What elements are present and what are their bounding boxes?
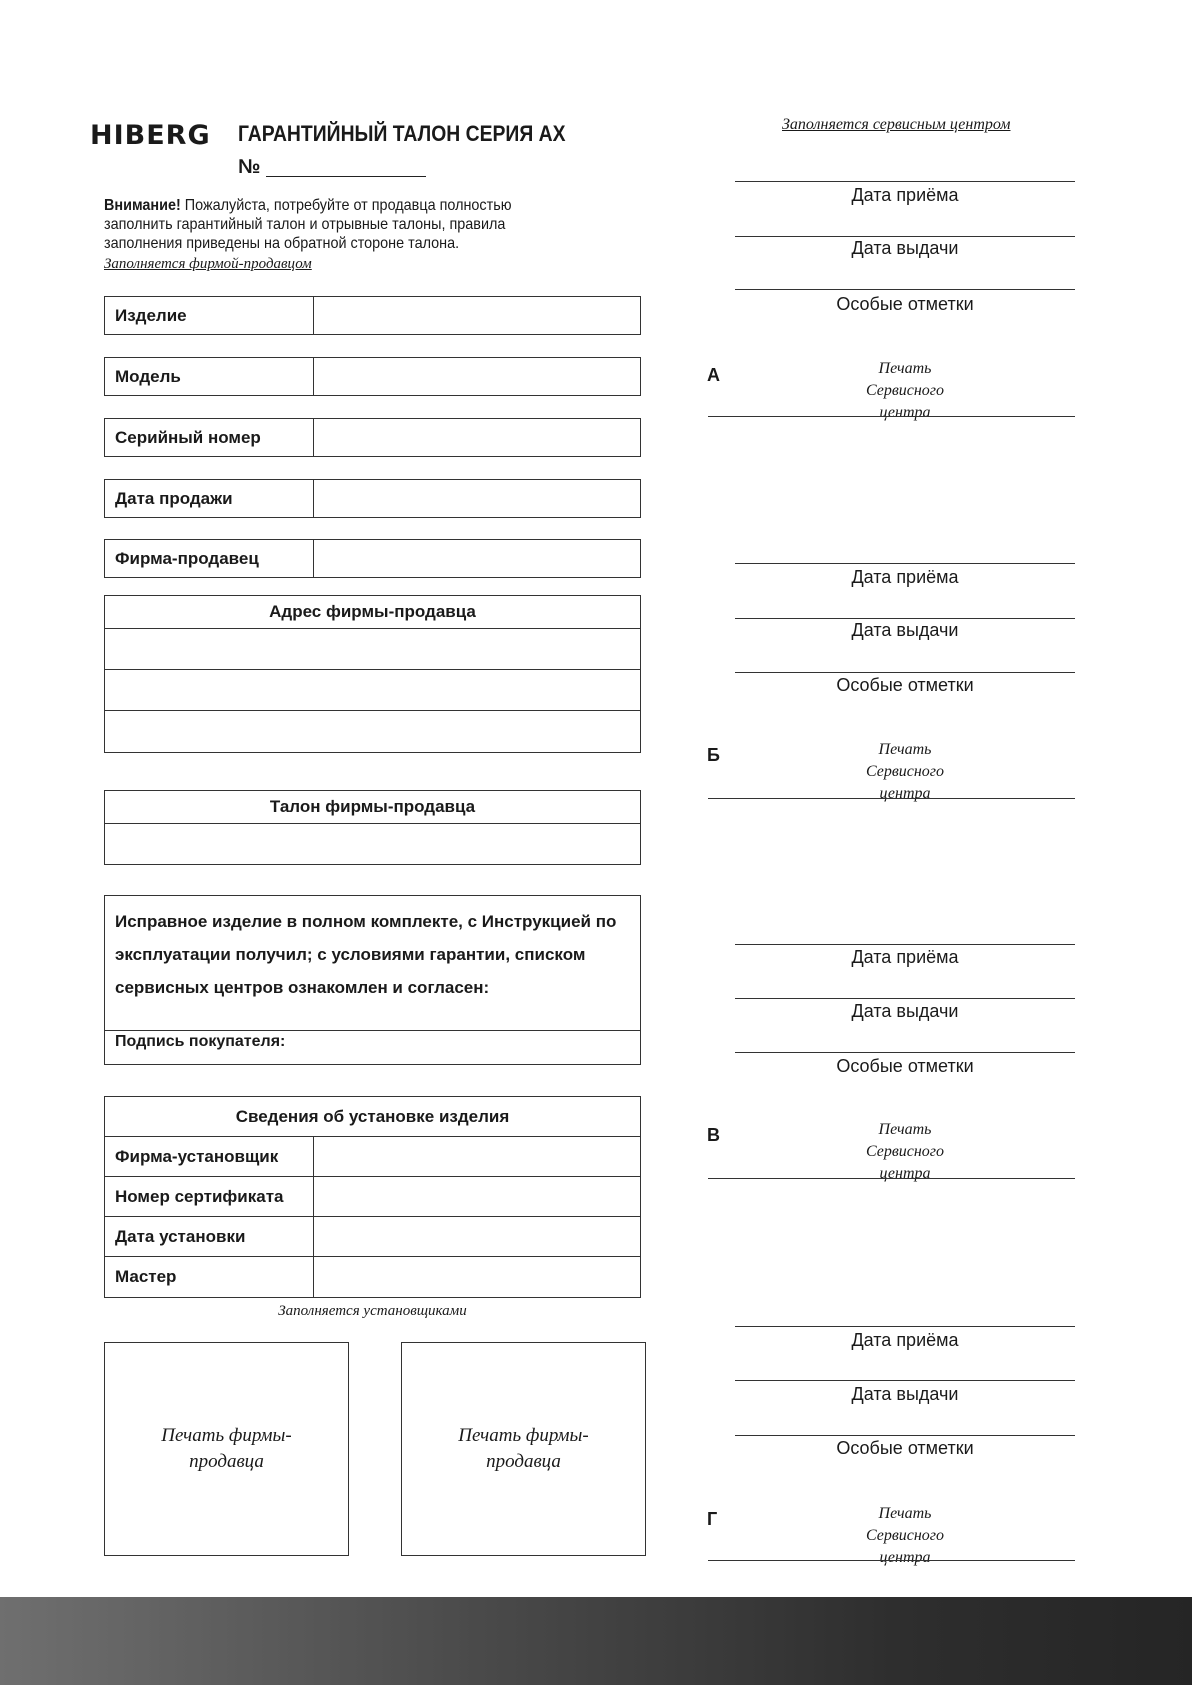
received-date-label: Дата приёма xyxy=(851,185,959,205)
warning-text xyxy=(104,196,572,253)
notes-label: Особые отметки xyxy=(836,294,974,314)
coupon-letter: Г xyxy=(707,1509,718,1529)
installation-label: Мастер xyxy=(105,1257,314,1297)
field-value[interactable] xyxy=(314,297,640,334)
installation-row xyxy=(105,1137,640,1177)
installation-row xyxy=(105,1217,640,1257)
received-date-line[interactable] xyxy=(735,944,1075,945)
issued-date-label: Дата выдачи xyxy=(851,1001,959,1021)
address-line[interactable] xyxy=(105,711,640,752)
issued-date-line[interactable] xyxy=(735,236,1075,237)
seller-stamp-box-right xyxy=(401,1342,646,1556)
field-value[interactable] xyxy=(314,358,640,395)
installation-value[interactable] xyxy=(314,1257,640,1297)
service-stamp-label: Печать Сервисного центра xyxy=(865,1505,945,1566)
field-value[interactable] xyxy=(314,540,640,577)
coupon-letter: В xyxy=(707,1125,720,1145)
issued-date-label: Дата выдачи xyxy=(851,1384,959,1404)
notes-label: Особые отметки xyxy=(836,1438,974,1458)
received-date-label: Дата приёма xyxy=(851,1330,959,1350)
number-field-line[interactable] xyxy=(266,176,426,177)
buyer-signature-label: Подпись покупателя: xyxy=(115,1033,286,1050)
coupon-letter: Б xyxy=(707,745,720,765)
service-fill-note: Заполняется сервисным центром xyxy=(782,116,1011,133)
coupon-letter: А xyxy=(707,365,720,385)
installation-row xyxy=(105,1257,640,1297)
service-stamp-label: Печать Сервисного центра xyxy=(865,360,945,421)
installation-table xyxy=(104,1096,641,1298)
coupon-tear-line xyxy=(708,1178,1075,1179)
seller-coupon-table xyxy=(104,790,641,865)
issued-date-line[interactable] xyxy=(735,618,1075,619)
seller-stamp-box-left xyxy=(104,1342,349,1556)
field-seller xyxy=(104,539,641,578)
document-title: ГАРАНТИЙНЫЙ ТАЛОН СЕРИЯ АХ xyxy=(238,121,566,146)
notes-label: Особые отметки xyxy=(836,1056,974,1076)
issued-date-label: Дата выдачи xyxy=(851,620,959,640)
installation-value[interactable] xyxy=(314,1217,640,1256)
received-date-line[interactable] xyxy=(735,1326,1075,1327)
notes-line[interactable] xyxy=(735,1435,1075,1436)
field-product xyxy=(104,296,641,335)
installation-row xyxy=(105,1177,640,1217)
footer-bar xyxy=(0,1597,1192,1685)
notes-line[interactable] xyxy=(735,1052,1075,1053)
installation-value[interactable] xyxy=(314,1137,640,1176)
installation-label: Фирма-установщик xyxy=(105,1137,314,1176)
field-model xyxy=(104,357,641,396)
field-label: Фирма-продавец xyxy=(105,540,314,577)
received-date-label: Дата приёма xyxy=(851,567,959,587)
installer-fill-note: Заполняется установщиками xyxy=(278,1303,467,1319)
service-stamp-label: Печать Сервисного центра xyxy=(865,741,945,802)
coupon-tear-line xyxy=(708,798,1075,799)
brand-logo: HIBERG xyxy=(90,120,211,151)
received-date-label: Дата приёма xyxy=(851,947,959,967)
field-serial-number xyxy=(104,418,641,457)
field-value[interactable] xyxy=(314,480,640,517)
seller-coupon-header: Талон фирмы-продавца xyxy=(105,791,640,824)
notes-label: Особые отметки xyxy=(836,675,974,695)
warning-bold: Внимание! xyxy=(104,197,181,214)
address-line[interactable] xyxy=(105,670,640,711)
installation-label: Номер сертификата xyxy=(105,1177,314,1216)
seller-fill-note: Заполняется фирмой-продавцом xyxy=(104,256,312,272)
coupon-tear-line xyxy=(708,416,1075,417)
buyer-declaration xyxy=(104,895,641,1065)
field-value[interactable] xyxy=(314,419,640,456)
field-label: Модель xyxy=(105,358,314,395)
received-date-line[interactable] xyxy=(735,563,1075,564)
declaration-text: Исправное изделие в полном комплекте, с Инструкцией по эксплуатации получил; с условиями гарантии, списком сервисных центров ознакомлен и согласен: xyxy=(105,896,640,1031)
field-label: Изделие xyxy=(105,297,314,334)
stamp-text: Печать фирмы-продавца xyxy=(458,1425,589,1472)
seller-coupon-line[interactable] xyxy=(105,824,640,864)
address-line[interactable] xyxy=(105,629,640,670)
seller-address-header: Адрес фирмы-продавца xyxy=(105,596,640,629)
field-sale-date xyxy=(104,479,641,518)
issued-date-label: Дата выдачи xyxy=(851,238,959,258)
issued-date-line[interactable] xyxy=(735,998,1075,999)
seller-address-table xyxy=(104,595,641,753)
installation-label: Дата установки xyxy=(105,1217,314,1256)
field-label: Серийный номер xyxy=(105,419,314,456)
notes-line[interactable] xyxy=(735,289,1075,290)
stamp-text: Печать фирмы-продавца xyxy=(161,1425,292,1472)
service-stamp-label: Печать Сервисного центра xyxy=(865,1121,945,1182)
warning-body: Пожалуйста, потребуйте от продавца полностью заполнить гарантийный талон и отрывные талоны, правила заполнения приведены на обратной стороне талона. xyxy=(104,197,512,252)
number-label: № xyxy=(238,156,261,178)
coupon-tear-line xyxy=(708,1560,1075,1561)
notes-line[interactable] xyxy=(735,672,1075,673)
installation-header: Сведения об установке изделия xyxy=(105,1097,640,1137)
issued-date-line[interactable] xyxy=(735,1380,1075,1381)
installation-value[interactable] xyxy=(314,1177,640,1216)
field-label: Дата продажи xyxy=(105,480,314,517)
received-date-line[interactable] xyxy=(735,181,1075,182)
